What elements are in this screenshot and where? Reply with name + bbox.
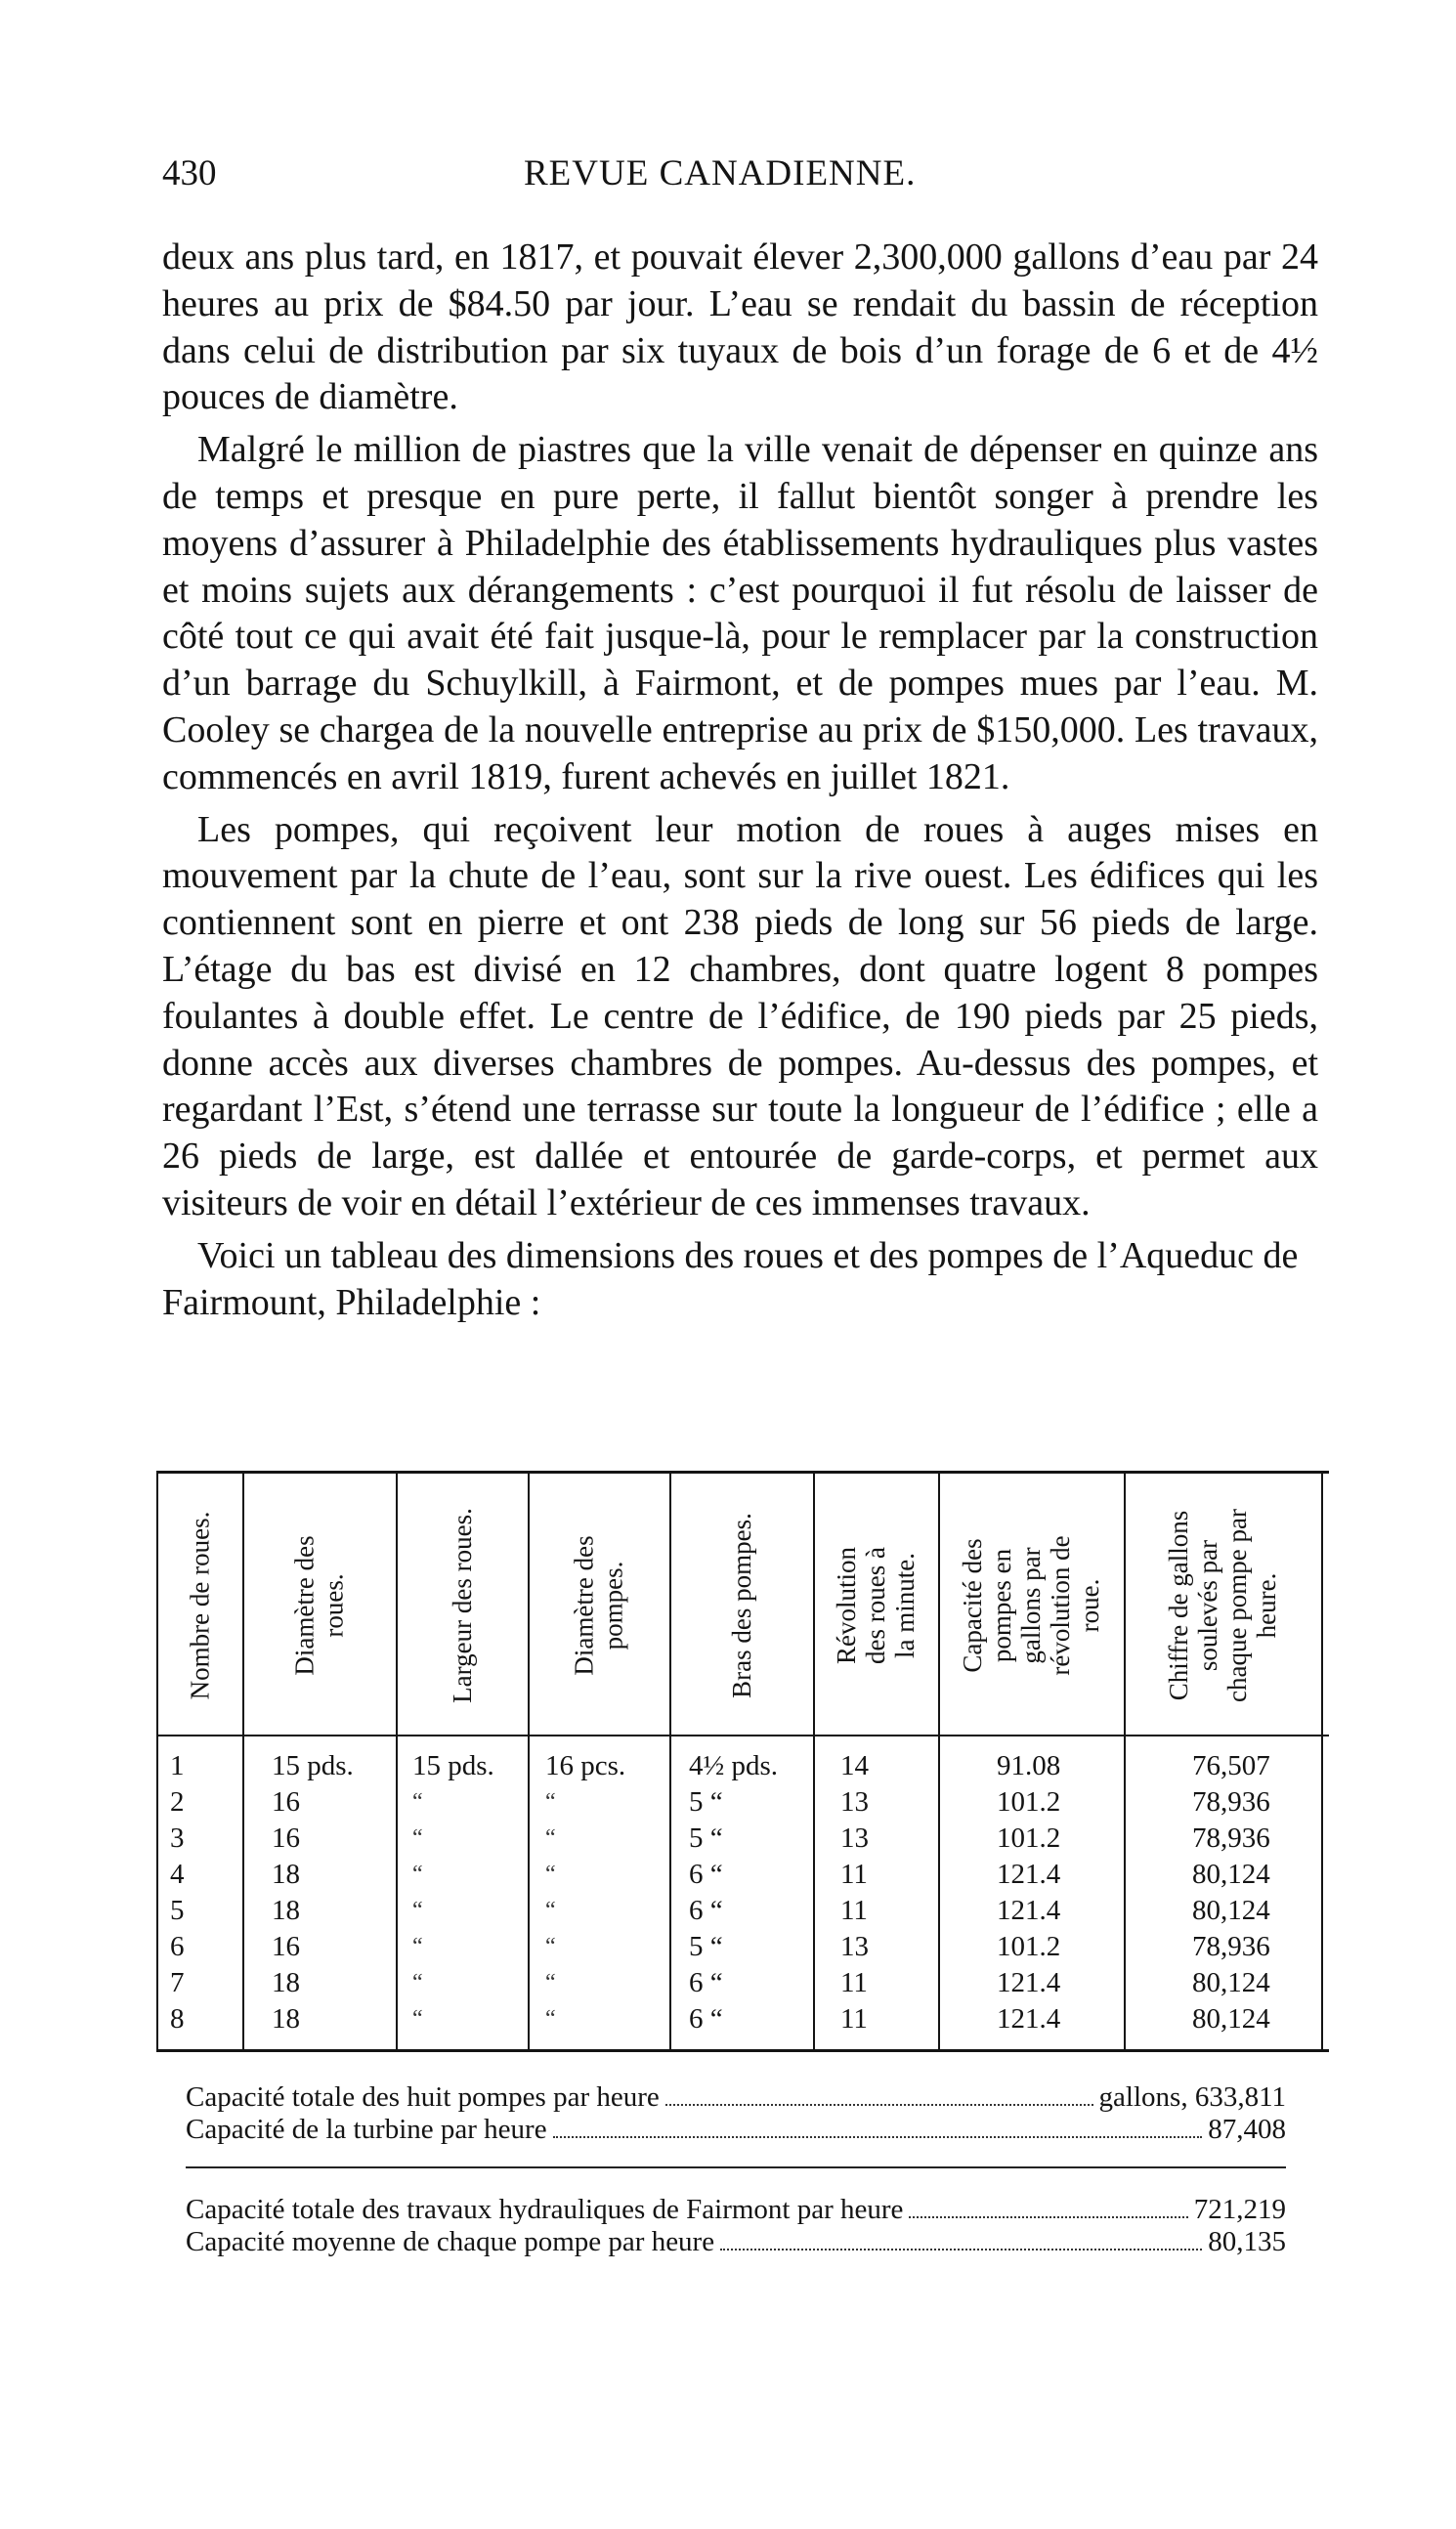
body-text bbox=[162, 235, 1318, 1332]
table-row bbox=[156, 1858, 1329, 1891]
column-header-bras-pompes: Bras des pompes. bbox=[726, 1513, 756, 1698]
table-cell: 13 bbox=[840, 1786, 869, 1818]
table-cell: 5 bbox=[170, 1895, 185, 1926]
table-cell: 80,124 bbox=[1192, 1967, 1270, 1998]
table-cell: “ bbox=[545, 1934, 556, 1959]
column-header-capacite: Capacité des pompes en gallons par révolution de roue. bbox=[958, 1535, 1104, 1676]
table-cell: “ bbox=[412, 2006, 423, 2032]
table-row bbox=[156, 1749, 1329, 1782]
total-value: 721,219 bbox=[1193, 2194, 1286, 2225]
table-cell: 11 bbox=[840, 1967, 868, 1998]
table-cell: 78,936 bbox=[1192, 1822, 1270, 1854]
table-cell: 121.4 bbox=[997, 1895, 1061, 1926]
total-line bbox=[186, 2194, 1286, 2226]
table-cell: 91.08 bbox=[997, 1750, 1061, 1781]
table-cell: 13 bbox=[840, 1822, 869, 1854]
table-cell: 18 bbox=[272, 1859, 300, 1890]
table-cell: 101.2 bbox=[997, 1786, 1061, 1818]
table-cell: 16 bbox=[272, 1931, 300, 1962]
table-cell: “ bbox=[545, 2006, 556, 2032]
table-cell: 80,124 bbox=[1192, 2003, 1270, 2035]
paragraph-pompes: Les pompes, qui reçoivent leur motion de roues à auges mises en mouvement par la chute de l’eau, sont sur la rive ouest. Les édifices qui les contiennent sont en pierre et ont 238 pieds de long sur 56 pieds de large. L’étage du bas est divisé en 12 chambres, dont quatre logent 8 pompes foulantes à double effet. Le centre de l’édifice, de 190 pieds par 25 pieds, donne accès aux diverses chambres de pompes. Au-dessus des pompes, et regardant l’Est, s’étend une terrasse sur toute la longueur de l’édifice ; elle a 26 pieds de large, est dallée et entourée de garde-corps, et permet aux visiteurs de voir en détail l’extérieur de ces immenses travaux. bbox=[162, 808, 1318, 1223]
total-value: gallons, 633,811 bbox=[1098, 2081, 1286, 2113]
table-cell: “ bbox=[545, 1789, 556, 1815]
page-number: 430 bbox=[162, 153, 217, 193]
table-cell: 11 bbox=[840, 1895, 868, 1926]
column-header-largeur-roues: Largeur des roues. bbox=[447, 1508, 477, 1703]
table-cell: 121.4 bbox=[997, 1967, 1061, 1998]
table-row bbox=[156, 1966, 1329, 1999]
running-title: REVUE CANADIENNE. bbox=[524, 153, 917, 193]
table-cell: “ bbox=[412, 1862, 423, 1887]
table-cell: 11 bbox=[840, 1859, 868, 1890]
totals-block-travaux bbox=[186, 2194, 1286, 2258]
total-value: 87,408 bbox=[1208, 2114, 1286, 2145]
table-cell: 101.2 bbox=[997, 1822, 1061, 1854]
table-cell: 80,124 bbox=[1192, 1895, 1270, 1926]
table-cell: “ bbox=[412, 1970, 423, 1995]
total-label: Capacité de la turbine par heure bbox=[186, 2114, 547, 2145]
table-cell: 18 bbox=[272, 1895, 300, 1926]
table-cell: 18 bbox=[272, 2003, 300, 2035]
table-cell: 78,936 bbox=[1192, 1931, 1270, 1962]
table-cell: “ bbox=[545, 1825, 556, 1851]
table-row bbox=[156, 1822, 1329, 1855]
table-cell: 16 bbox=[272, 1822, 300, 1854]
total-line bbox=[186, 2081, 1286, 2114]
table-cell: 1 bbox=[170, 1750, 185, 1781]
table-cell: “ bbox=[545, 1970, 556, 1995]
table-cell: 5 “ bbox=[689, 1931, 723, 1962]
table-cell: 78,936 bbox=[1192, 1786, 1270, 1818]
table-row bbox=[156, 1930, 1329, 1963]
table-cell: 121.4 bbox=[997, 1859, 1061, 1890]
table-cell: 2 bbox=[170, 1786, 185, 1818]
table-cell: 11 bbox=[840, 2003, 868, 2035]
column-header-chiffre-gallons: Chiffre de gallons soulevés par chaque pompe par heure. bbox=[1164, 1509, 1281, 1702]
table-cell: 4 bbox=[170, 1859, 185, 1890]
table-cell: “ bbox=[545, 1898, 556, 1923]
paragraph-barrage: Malgré le million de piastres que la ville venait de dépenser en quinze ans de temps et presque en pure perte, il fallut bientôt songer à prendre les moyens d’assurer à Philadelphie des établissements hydrauliques plus vastes et moins sujets aux dérangements : c’est pourquoi il fut résolu de laisser de côté tout ce qui avait été fait jusque-là, pour le remplacer par la construction d’un barrage du Schuylkill, à Fairmont, et de pompes mues par l’eau. M. Cooley se chargea de la nouvelle entreprise au prix de $150,000. Les travaux, commencés en avril 1819, furent achevés en juillet 1821. bbox=[162, 429, 1318, 797]
table-cell: 16 bbox=[272, 1786, 300, 1818]
table-cell: 15 pds. bbox=[272, 1750, 354, 1781]
table-cell: 13 bbox=[840, 1931, 869, 1962]
table-cell: 6 “ bbox=[689, 1859, 723, 1890]
table-cell: “ bbox=[545, 1862, 556, 1887]
table-cell: 6 bbox=[170, 1931, 185, 1962]
table-cell: 4½ pds. bbox=[689, 1750, 779, 1781]
paragraph-continuation: deux ans plus tard, en 1817, et pouvait élever 2,300,000 gallons d’eau par 24 heures au prix de $84.50 par jour. L’eau se rendait du bassin de réception dans celui de distribution par six tuyaux de bois d’un forage de 6 et de 4½ pouces de diamètre. bbox=[162, 236, 1318, 418]
table-cell: “ bbox=[412, 1898, 423, 1923]
table-cell: 16 pcs. bbox=[545, 1750, 626, 1781]
table-cell: 14 bbox=[840, 1750, 869, 1781]
table-cell: “ bbox=[412, 1934, 423, 1959]
table-cell: 7 bbox=[170, 1967, 185, 1998]
table-cell: 18 bbox=[272, 1967, 300, 1998]
total-line bbox=[186, 2114, 1286, 2146]
total-label: Capacité moyenne de chaque pompe par heure bbox=[186, 2226, 715, 2257]
table-cell: 5 “ bbox=[689, 1786, 723, 1818]
table-cell: 3 bbox=[170, 1822, 185, 1854]
table-row bbox=[156, 1894, 1329, 1927]
paragraph-tableau-intro: Voici un tableau des dimensions des roues et des pompes de l’Aqueduc de Fairmount, Philadelphie : bbox=[162, 1234, 1299, 1323]
table-cell: 6 “ bbox=[689, 2003, 723, 2035]
table-cell: 101.2 bbox=[997, 1931, 1061, 1962]
column-header-nombre: Nombre de roues. bbox=[185, 1511, 215, 1700]
table-cell: 121.4 bbox=[997, 2003, 1061, 2035]
dimensions-table bbox=[156, 1471, 1329, 2057]
table-cell: 6 “ bbox=[689, 1895, 723, 1926]
table-bottom-rule bbox=[156, 2049, 1329, 2052]
table-cell: 6 “ bbox=[689, 1967, 723, 1998]
table-cell: 76,507 bbox=[1192, 1750, 1270, 1781]
total-label: Capacité totale des huit pompes par heure bbox=[186, 2081, 660, 2113]
table-cell: 15 pds. bbox=[412, 1750, 494, 1781]
column-header-diametre-pompes: Diamètre des pompes. bbox=[569, 1535, 628, 1676]
page-header bbox=[162, 147, 1318, 205]
table-cell: 80,124 bbox=[1192, 1859, 1270, 1890]
table-row bbox=[156, 1785, 1329, 1819]
table-header-rule bbox=[156, 1735, 1329, 1736]
table-row bbox=[156, 2002, 1329, 2036]
column-header-diametre-roues: Diamètre des roues. bbox=[289, 1535, 349, 1676]
table-cell: 5 “ bbox=[689, 1822, 723, 1854]
column-header-revolution: Révolution des roues à la minute. bbox=[832, 1547, 920, 1664]
table-top-rule bbox=[156, 1471, 1329, 1474]
totals-divider bbox=[186, 2166, 1286, 2168]
total-value: 80,135 bbox=[1208, 2226, 1286, 2257]
table-cell: “ bbox=[412, 1825, 423, 1851]
table-cell: “ bbox=[412, 1789, 423, 1815]
total-label: Capacité totale des travaux hydrauliques de Fairmont par heure bbox=[186, 2194, 904, 2225]
totals-block-pompes bbox=[186, 2081, 1286, 2146]
total-line bbox=[186, 2226, 1286, 2258]
table-cell: 8 bbox=[170, 2003, 185, 2035]
